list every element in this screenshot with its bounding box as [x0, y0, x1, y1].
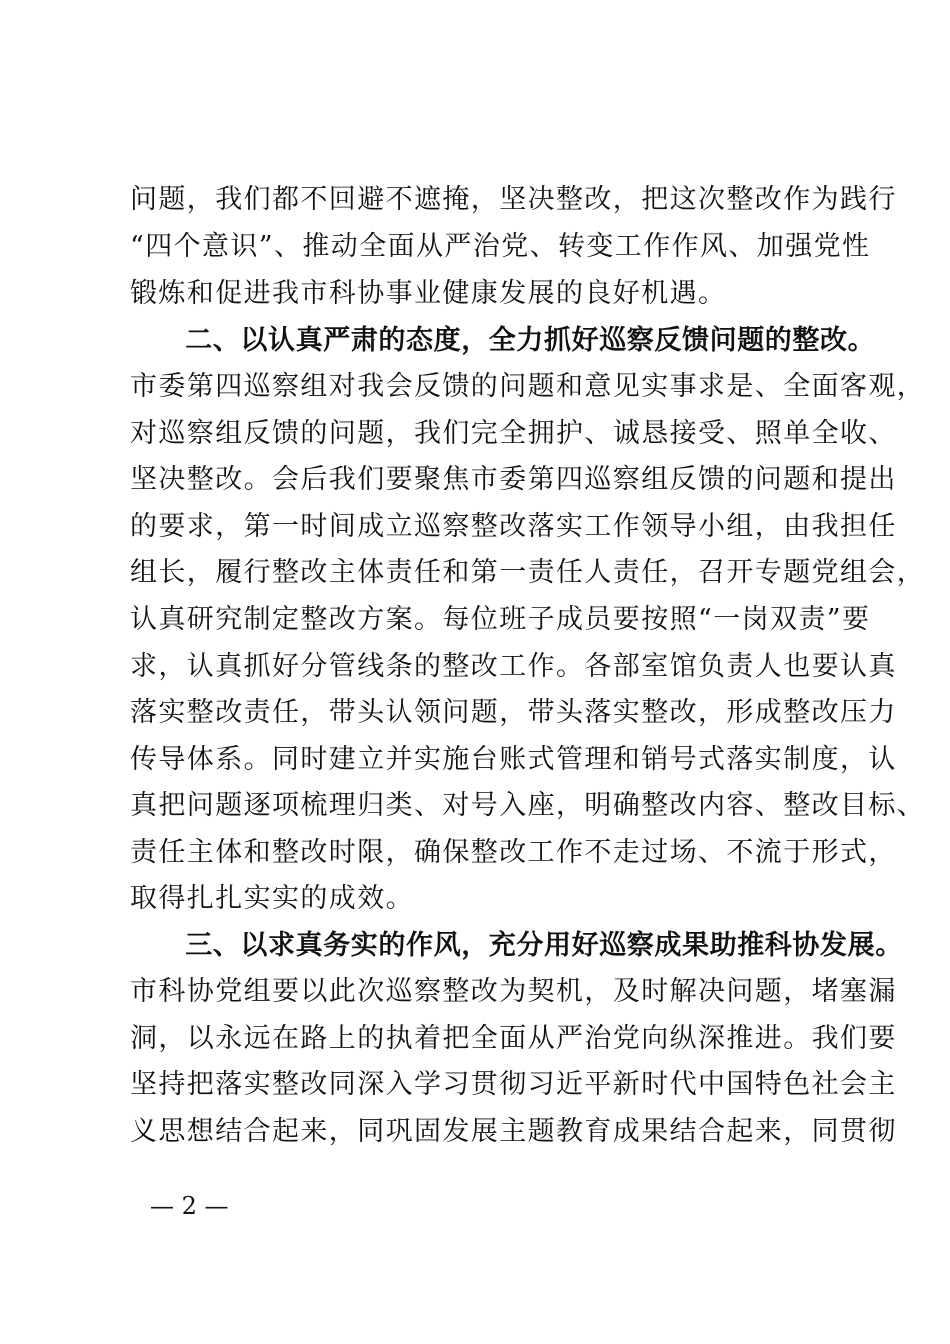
text-line: 锻炼和促进我市科协事业健康发展的良好机遇。	[130, 278, 727, 309]
text-line: 问题，我们都不回避不遮掩，坚决整改，把这次整改作为践行	[130, 184, 897, 215]
section-heading-2: 二、以认真严肃的态度，全力抓好巡察反馈问题的整改。	[130, 325, 876, 356]
text-line: 责任主体和整改时限，确保整改工作不走过场、不流于形式，	[130, 837, 897, 868]
text-line: 市委第四巡察组对我会反馈的问题和意见实事求是、全面客观，	[130, 371, 926, 402]
text-line: 市科协党组要以此次巡察整改为契机，及时解决问题，堵塞漏	[130, 976, 897, 1007]
text-line: 义思想结合起来，同巩固发展主题教育成果结合起来，同贯彻	[130, 1116, 897, 1147]
text-line: 认真研究制定整改方案。每位班子成员要按照“一岗双责”要	[130, 604, 871, 635]
text-line: 落实整改责任，带头认领问题，带头落实整改，形成整改压力	[130, 697, 897, 728]
text-line: 取得扎扎实实的成效。	[130, 883, 414, 914]
text-line: 组长，履行整改主体责任和第一责任人责任，召开专题党组会，	[130, 557, 926, 588]
text-line: 坚决整改。会后我们要聚焦市委第四巡察组反馈的问题和提出	[130, 464, 897, 495]
page-number: — 2 —	[150, 1192, 229, 1220]
text-line: “四个意识”、推动全面从严治党、转变工作作风、加强党性	[130, 231, 871, 262]
text-line: 的要求，第一时间成立巡察整改落实工作领导小组，由我担任	[130, 511, 897, 542]
text-line: 对巡察组反馈的问题，我们完全拥护、诚恳接受、照单全收、	[130, 418, 897, 449]
section-heading-3: 三、以求真务实的作风，充分用好巡察成果助推科协发展。	[130, 930, 903, 961]
text-line: 洞，以永远在路上的执着把全面从严治党向纵深推进。我们要	[130, 1023, 897, 1054]
text-line: 真把问题逐项梳理归类、对号入座，明确整改内容、整改目标、	[130, 790, 926, 821]
text-line: 求，认真抓好分管线条的整改工作。各部室馆负责人也要认真	[130, 651, 897, 682]
text-line: 坚持把落实整改同深入学习贯彻习近平新时代中国特色社会主	[130, 1069, 897, 1100]
text-line: 传导体系。同时建立并实施台账式管理和销号式落实制度，认	[130, 744, 897, 775]
